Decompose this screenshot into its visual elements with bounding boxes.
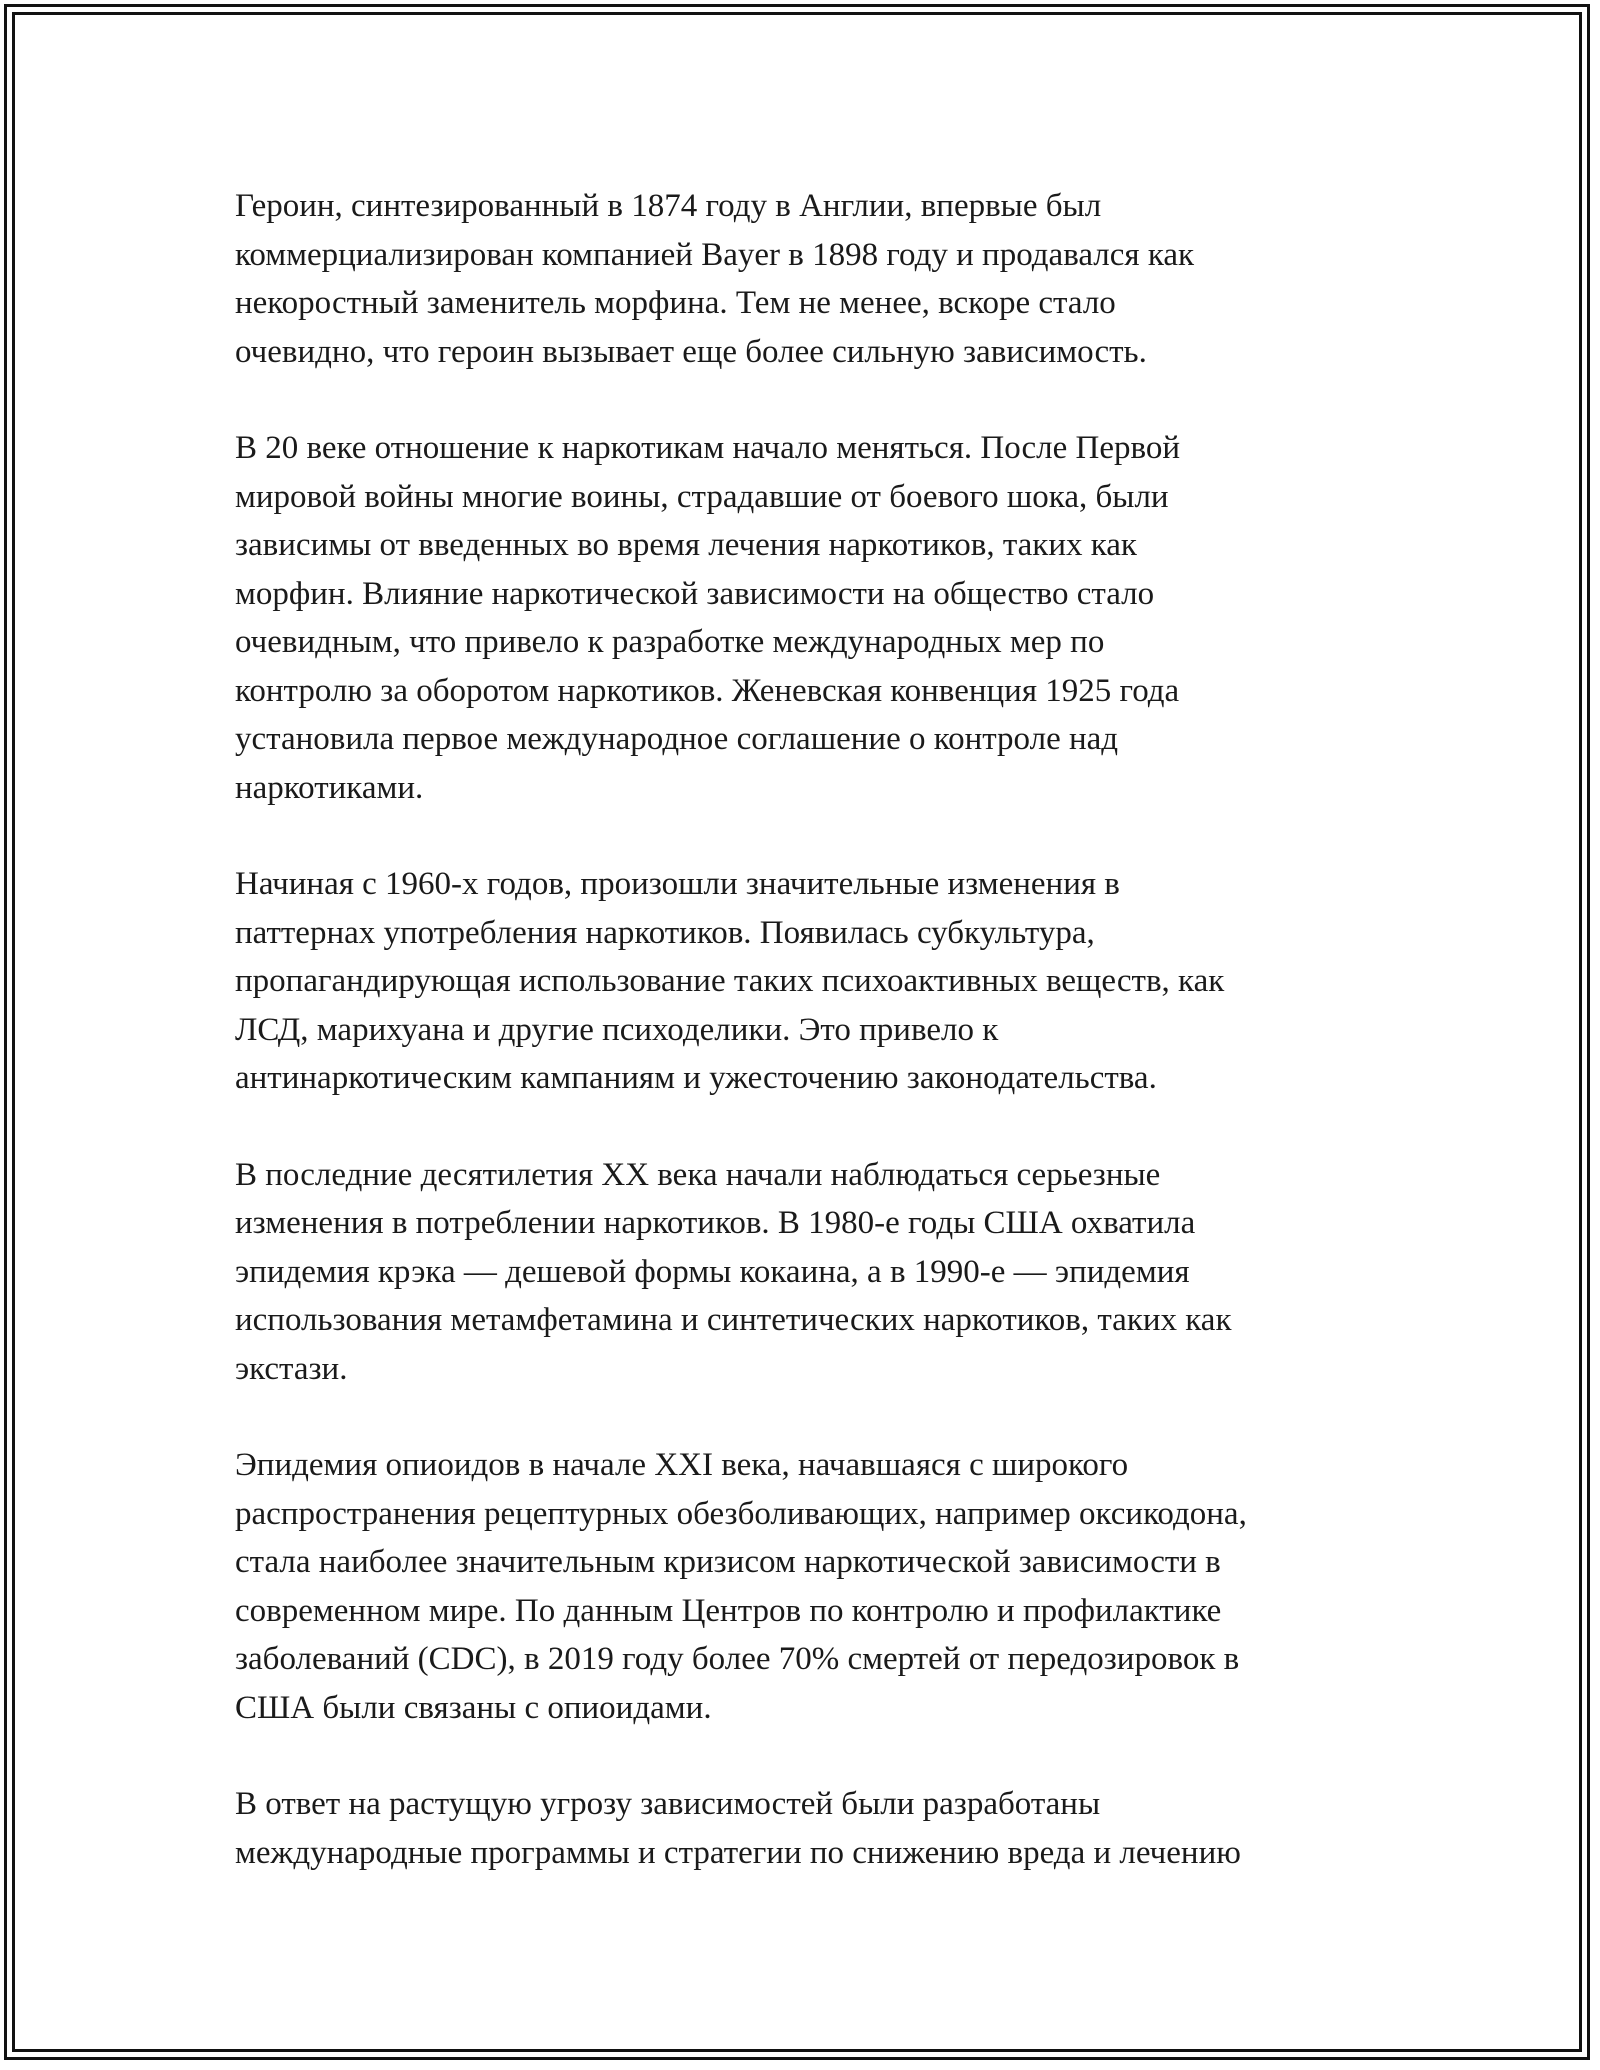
- paragraph-opioid-epidemic: Эпидемия опиоидов в начале XXI века, начавшаяся с широкого распространения рецептурных обезболивающих, например оксикодона, стала наиболее значительным кризисом наркотической зависимости в современном мире. По данным Центров по контролю и профилактике заболеваний (CDC), в 2019 году более 70% смертей от передозировок в США были связаны с опиоидами.: [235, 1447, 1247, 1726]
- paragraph-international-response: В ответ на растущую угрозу зависимостей были разработаны международные программы и стратегии по снижению вреда и лечению: [235, 1786, 1241, 1871]
- paragraph-late-20th-century: В последние десятилетия XX века начали наблюдаться серьезные изменения в потреблении наркотиков. В 1980-е годы США охватила эпидемия крэка — дешевой формы кокаина, а в 1990-е — эпидемия использования метамфетамина и синтетических наркотиков, таких как экстази.: [235, 1156, 1232, 1387]
- paragraph-20th-century: В 20 веке отношение к наркотикам начало меняться. После Первой мировой войны многие воины, страдавшие от боевого шока, были зависимы от введенных во время лечения наркотиков, таких как морфин. Влияние наркотической зависимости на общество стало очевидным, что привело к разработке международных мер по контролю за оборотом наркотиков. Женевская конвенция 1925 года установила первое международное соглашение о контроле над наркотиками.: [235, 430, 1181, 806]
- paragraph-1960s: Начиная с 1960-х годов, произошли значительные изменения в паттернах употребления наркотиков. Появилась субкультура, пропагандирующая использование таких психоактивных веществ, как ЛСД, марихуана и другие психоделики. Это привело к антинаркотическим кампаниям и ужесточению законодательства.: [235, 866, 1225, 1096]
- document-body: [235, 182, 1375, 1925]
- paragraph-heroin-history: Героин, синтезированный в 1874 году в Англии, впервые был коммерциализирован компанией Bayer в 1898 году и продавался как некоростный заменитель морфина. Тем не менее, вскоре стало очевидно, что героин вызывает еще более сильную зависимость.: [235, 188, 1195, 370]
